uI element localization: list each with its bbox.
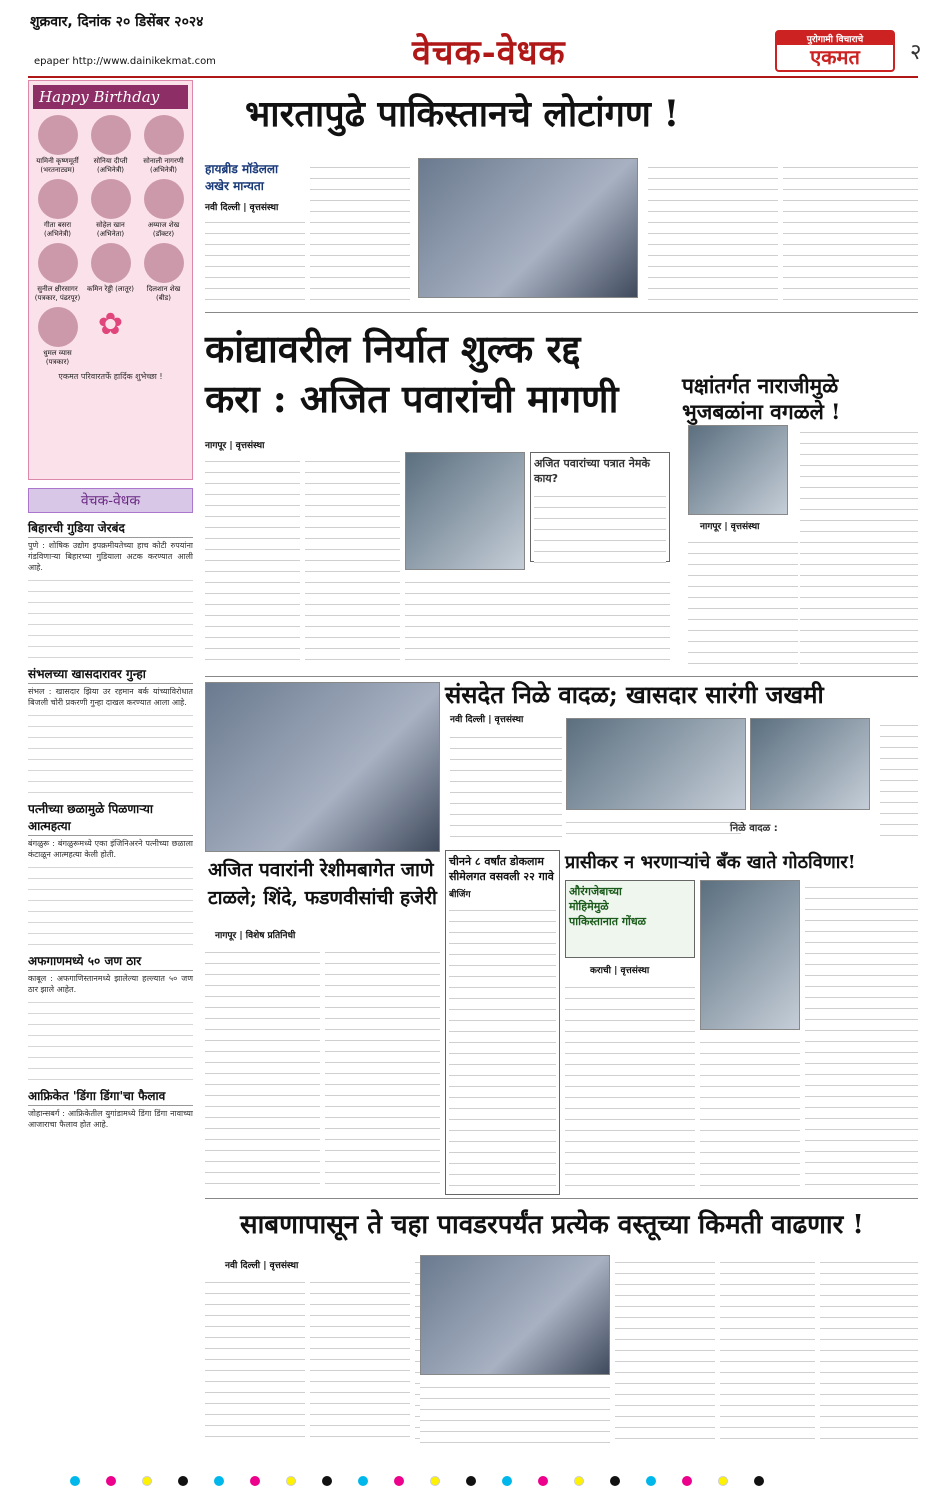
story-6-dateline: बीजिंग	[449, 890, 471, 900]
text-column	[648, 160, 778, 305]
story-1-kicker: हायब्रीड मॉडेलला अखेर मान्यता	[205, 162, 279, 193]
birthday-note: एकमत परिवारतर्फे हार्दिक शुभेच्छा !	[58, 372, 163, 381]
sidebar-item-title: पत्नीच्या छळामुळे पिळणाऱ्या आत्महत्या	[28, 800, 193, 836]
story-5-headline-2: टाळले; शिंदे, फडणवीसांची हजेरी	[208, 887, 437, 909]
print-registration-marks	[70, 1476, 764, 1486]
text-column	[420, 1380, 610, 1445]
text-column	[820, 1255, 918, 1445]
divider	[205, 312, 918, 313]
sidebar-item-title: आफ्रिकेत 'डिंगा डिंगा'चा फैलाव	[28, 1087, 193, 1106]
parliament-photo	[566, 718, 746, 810]
story-2-headline-2: करा : अजित पवारांची मागणी	[205, 376, 619, 421]
text-column	[205, 215, 305, 305]
logo-tagline: पुरोगामी विचाराचे	[777, 32, 893, 45]
story-6-headline-2: सीमेलगत वसवली २२ गावे	[449, 870, 554, 883]
story-5-headline-1: अजित पवारांनी रेशीमबागेत जाणे	[208, 859, 434, 881]
header-rule	[28, 76, 918, 78]
avatar	[91, 243, 131, 283]
text-column	[615, 1255, 715, 1445]
sidebar-item-title: संभलच्या खासदारावर गुन्हा	[28, 665, 193, 684]
birthday-box	[28, 80, 193, 480]
story-8-headline: साबणापासून ते चहा पावडरपर्यंत प्रत्येक वस्तूच्या किमती वाढणार !	[240, 1210, 864, 1240]
text-column	[700, 1035, 800, 1190]
avatar	[144, 115, 184, 155]
cricket-photo	[418, 158, 638, 298]
sidebar	[28, 80, 193, 1460]
avatar	[38, 115, 78, 155]
logo-name: एकमत	[810, 45, 860, 69]
text-column	[28, 995, 193, 1081]
story-2-headline-1: कांद्यावरील निर्यात शुल्क रद्द	[205, 326, 581, 371]
sidebar-item-title: अफगाणमध्ये ५० जण ठार	[28, 952, 193, 971]
sidebar-item-text: काबूल : अफगाणिस्तानमध्ये झालेल्या हल्ल्यात ५० जण ठार झाले आहेत.	[28, 974, 193, 994]
birthday-person: गीता बसरा (अभिनेत्री)	[33, 179, 82, 239]
text-column	[783, 160, 918, 305]
text-column	[205, 1275, 305, 1445]
section-brand: वेचक-वेधक	[412, 33, 566, 73]
story-3-headline-1: पक्षांतर्गत नाराजीमुळे	[682, 373, 839, 398]
text-column	[534, 489, 666, 564]
text-column	[28, 860, 193, 946]
sidebar-item	[28, 519, 193, 659]
story-8-dateline: नवी दिल्ली | वृत्तसंस्था	[225, 1261, 299, 1271]
story-2-dateline: नागपूर | वृत्तसंस्था	[205, 441, 265, 451]
divider	[205, 676, 918, 677]
story-7-kicker-2: मोहिमेमुळे	[569, 900, 609, 913]
birthday-person: सोनिया दीप्ती (अभिनेत्री)	[86, 115, 135, 175]
box-title: अजित पवारांच्या पत्रात नेमके काय?	[534, 457, 650, 485]
grocery-store-photo	[420, 1255, 610, 1375]
birthday-title: Happy Birthday	[33, 85, 188, 109]
sidebar-item	[28, 1087, 193, 1130]
story-1-dateline: नवी दिल्ली | वृत्तसंस्था	[205, 203, 279, 213]
birthday-person: दिलशान शेख (बीड)	[139, 243, 188, 303]
avatar	[91, 179, 131, 219]
pakistan-pm-photo	[700, 880, 800, 1030]
sidebar-item-title: बिहारची गुडिया जेरबंद	[28, 519, 193, 538]
story-4-sub: निळे वादळ :	[730, 823, 778, 834]
sidebar-item	[28, 800, 193, 946]
flower-icon: ✿	[97, 307, 124, 342]
text-column	[28, 708, 193, 794]
sidebar-item	[28, 665, 193, 794]
text-column	[450, 730, 562, 840]
story-7-dateline: कराची | वृत्तसंस्था	[590, 966, 650, 976]
story-5-dateline: नागपूर | विशेष प्रतिनिधी	[215, 931, 296, 941]
avatar	[91, 115, 131, 155]
story-7-kicker-box	[565, 880, 695, 958]
avatar	[38, 179, 78, 219]
text-column	[28, 573, 193, 659]
birthday-person: यामिनी कृष्णमूर्ती (भरतनाट्यम)	[33, 115, 82, 175]
text-column	[566, 815, 741, 843]
sidebar-item	[28, 952, 193, 1081]
story-6-headline-1: चीनने ८ वर्षांत डोकलाम	[449, 855, 544, 868]
birthday-person: सुनील क्षीरसागर (पत्रकार, पंढरपूर)	[33, 243, 82, 303]
injured-mp-photo	[750, 718, 870, 810]
text-column	[805, 880, 918, 1190]
issue-date: शुक्रवार, दिनांक २० डिसेंबर २०२४	[30, 14, 204, 30]
ekmat-logo	[775, 30, 895, 72]
text-column	[325, 945, 440, 1190]
text-column	[880, 718, 918, 843]
birthday-person: अय्याज शेख (डॉक्टर)	[139, 179, 188, 239]
epaper-link[interactable]: epaper http://www.dainikekmat.com	[34, 56, 216, 67]
text-column	[565, 980, 695, 1190]
text-column	[310, 1275, 410, 1445]
sidebar-item-text: बंगळुरू : बंगळुरूमध्ये एका इंजिनिअरने पत्नीच्या छळाला कंटाळून आत्महत्या केली होती.	[28, 839, 193, 859]
ajit-pawar-photo	[405, 452, 525, 570]
birthday-person: सोहेल खान (अभिनेता)	[86, 179, 135, 239]
story-7-headline: प्रासीकर न भरणाऱ्यांचे बँक खाते गोठविणार!	[565, 852, 856, 873]
text-column	[405, 575, 670, 670]
divider	[205, 1198, 918, 1199]
story-1-headline: भारतापुढे पाकिस्तानचे लोटांगण !	[245, 93, 680, 135]
text-column	[305, 454, 400, 669]
avatar	[144, 243, 184, 283]
sidebar-item-text: संभल : खासदार झिया उर रहमान बर्क यांच्याविरोधात बिजली चोरी प्रकरणी गुन्हा दाखल करण्यात आला आहे.	[28, 687, 193, 707]
birthday-person: कमिन रेड्डी (लातूर)	[86, 243, 135, 303]
story-4-dateline: नवी दिल्ली | वृत्तसंस्था	[450, 715, 524, 725]
text-column	[688, 535, 798, 670]
reshimbagh-photo	[205, 682, 440, 852]
birthday-person: सोनाली नागरणी (अभिनेत्री)	[139, 115, 188, 175]
text-column	[720, 1255, 815, 1445]
avatar	[38, 307, 78, 347]
avatar	[144, 179, 184, 219]
story-4-headline: संसदेत निळे वादळ; खासदार सारंगी जखमी	[445, 680, 824, 709]
sidebar-section-label: वेचक-वेधक	[28, 488, 193, 513]
sidebar-item-text: पुणे : शोषिक उद्योग इपक्रमीयतेच्या हाच कोटी रुपयांना गंडविणाऱ्या बिहारच्या गुडियाला अटक करण्यात आली आहे.	[28, 541, 193, 572]
bhujbal-photo	[688, 425, 788, 515]
text-column	[449, 903, 556, 1188]
story-2-box	[530, 452, 670, 562]
text-column	[205, 945, 320, 1190]
text-column	[310, 160, 410, 305]
story-6-box	[445, 850, 560, 1195]
avatar	[38, 243, 78, 283]
story-7-kicker-3: पाकिस्तानात गोंधळ	[569, 915, 647, 928]
birthday-grid	[33, 115, 188, 367]
sidebar-item-text: जोहान्सबर्ग : आफ्रिकेतील युगांडामध्ये डिंगा डिंगा नावाच्या आजाराचा फैलाव होत आहे.	[28, 1109, 193, 1129]
page-number: २	[910, 40, 922, 65]
story-3-headline-2: भुजबळांना वगळले !	[682, 399, 841, 424]
text-column	[800, 425, 918, 670]
birthday-person: धुमल व्यास (पत्रकार)	[33, 307, 82, 367]
story-3-dateline: नागपूर | वृत्तसंस्था	[700, 522, 760, 532]
text-column	[205, 454, 300, 669]
story-7-kicker-1: औरंगजेबाच्या	[569, 885, 622, 898]
